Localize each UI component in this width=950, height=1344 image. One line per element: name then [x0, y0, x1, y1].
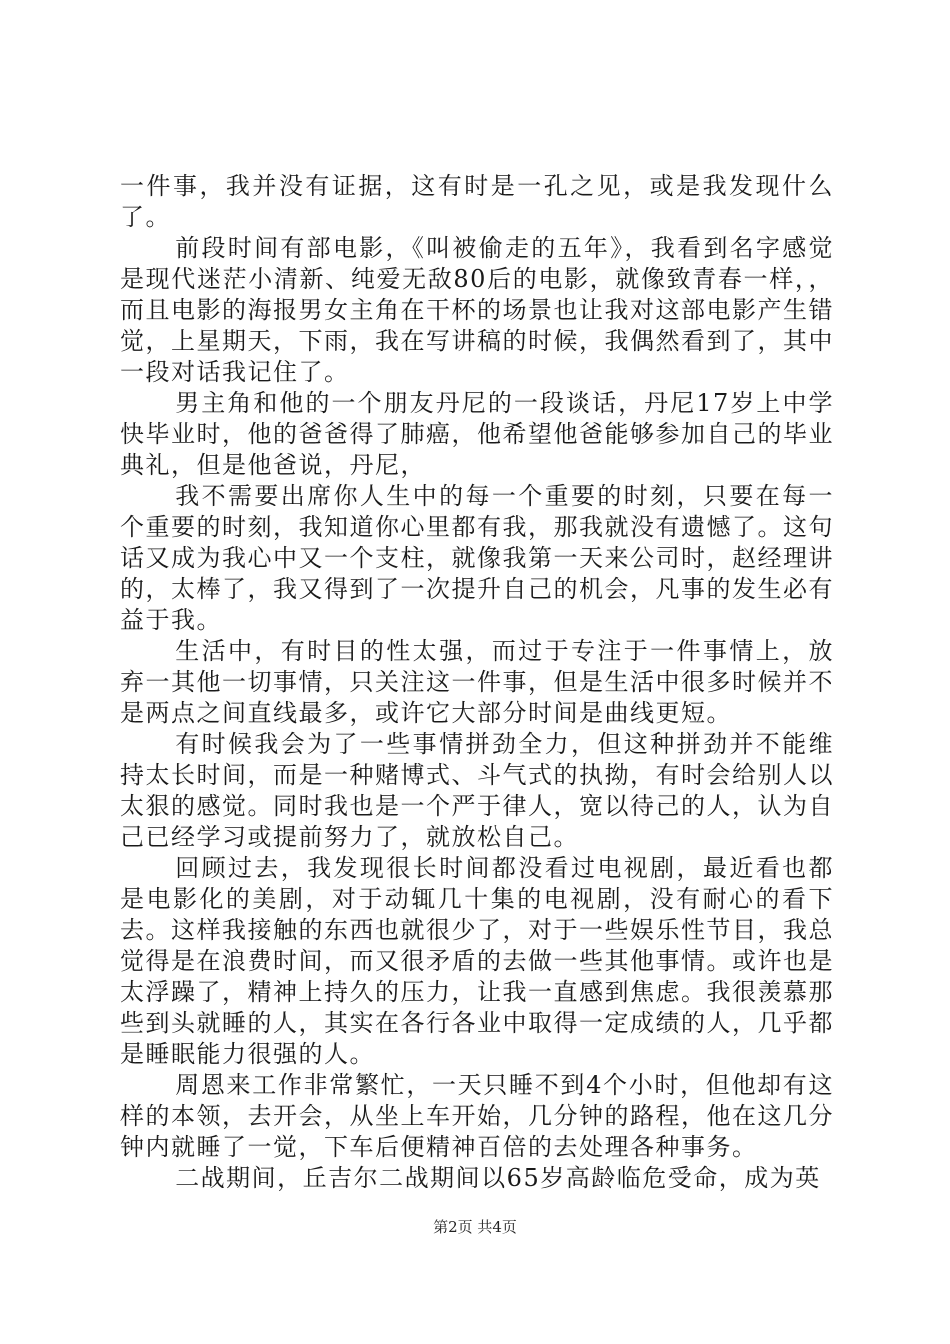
paragraph: 生活中，有时目的性太强，而过于专注于一件事情上，放弃一其他一切事情，只关注这一件事，但是生活中很多时候并不是两点之间直线最多，或许它大部分时间是曲线更短。	[120, 637, 834, 727]
paragraph: 回顾过去，我发现很长时间都没看过电视剧，最近看也都是电影化的美剧，对于动辄几十集的电视剧，没有耐心的看下去。这样我接触的东西也就很少了，对于一些娱乐性节目，我总觉得是在浪费时间，而又很矛盾的去做一些其他事情。或许也是太浮躁了，精神上持久的压力，让我一直感到焦虑。我很羡慕那些到头就睡的人，其实在各行各业中取得一定成绩的人，几乎都是睡眠能力很强的人。	[120, 854, 834, 1068]
paragraph: 我不需要出席你人生中的每一个重要的时刻，只要在每一个重要的时刻，我知道你心里都有我，那我就没有遗憾了。这句话又成为我心中又一个支柱，就像我第一天来公司时，赵经理讲的，太棒了，我又得到了一次提升自己的机会，凡事的发生必有益于我。	[120, 482, 834, 634]
paragraph-continuation: 一件事，我并没有证据，这有时是一孔之见，或是我发现什么了。	[120, 172, 834, 231]
page-number-footer: 第2页 共4页	[433, 1218, 517, 1236]
paragraph: 男主角和他的一个朋友丹尼的一段谈话，丹尼17岁上中学快毕业时，他的爸爸得了肺癌，他希望他爸能够参加自己的毕业典礼，但是他爸说，丹尼，	[120, 389, 834, 479]
paragraph: 二战期间，丘吉尔二战期间以65岁高龄临危受命，成为英	[175, 1164, 821, 1192]
paragraph: 有时候我会为了一些事情拼劲全力，但这种拼劲并不能维持太长时间，而是一种赌博式、斗气式的执拗，有时会给别人以太狠的感觉。同时我也是一个严于律人，宽以待己的人，认为自己已经学习或提前努力了，就放松自己。	[120, 730, 834, 851]
paragraph: 前段时间有部电影，《叫被偷走的五年》，我看到名字感觉是现代迷茫小清新、纯爱无敌80后的电影，就像致青春一样，，而且电影的海报男女主角在干杯的场景也让我对这部电影产生错觉，上星期天，下雨，我在写讲稿的时候，我偶然看到了，其中一段对话我记住了。	[120, 234, 834, 386]
body-text	[120, 171, 834, 1194]
paragraph: 周恩来工作非常繁忙，一天只睡不到4个小时，但他却有这样的本领，去开会，从坐上车开始，几分钟的路程，他在这几分钟内就睡了一觉，下车后便精神百倍的去处理各种事务。	[120, 1071, 834, 1161]
